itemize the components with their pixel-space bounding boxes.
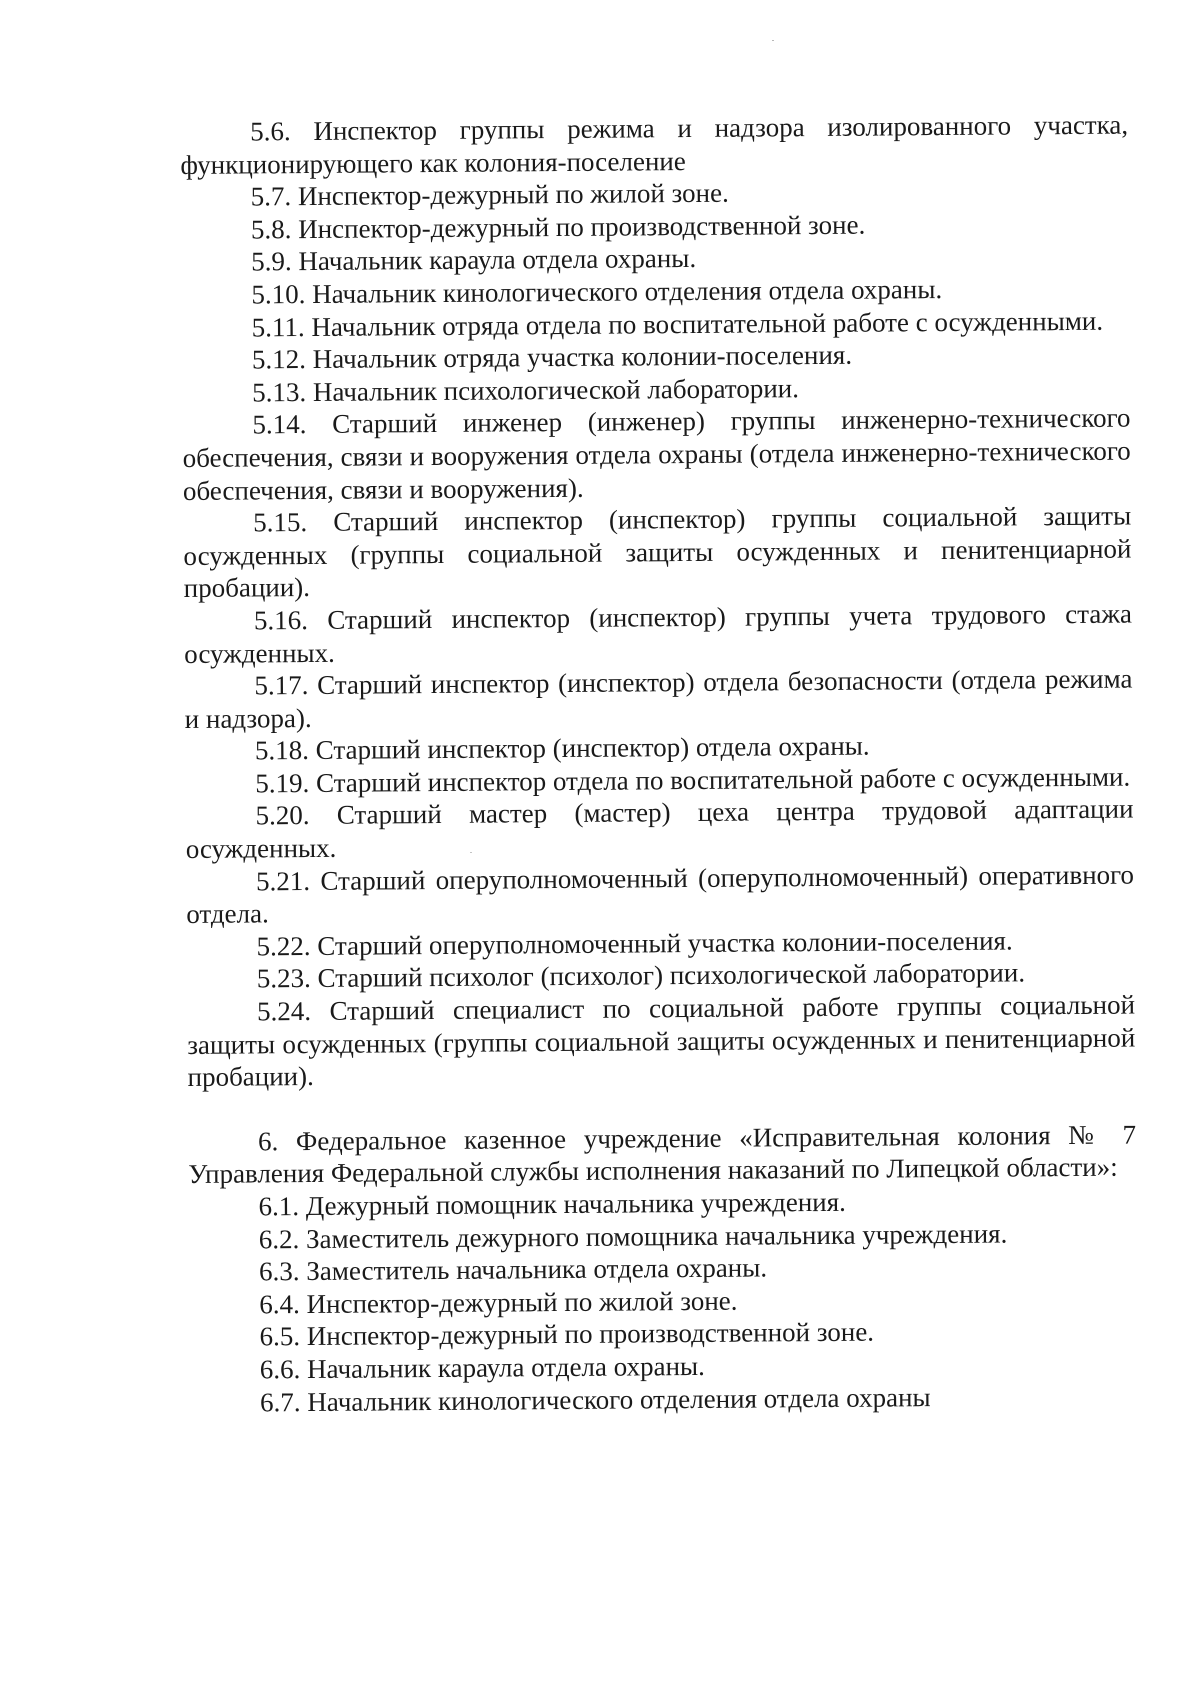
document-body [180, 109, 1138, 1420]
list-item: 5.22. Старший оперуполномоченный участка колонии-поселения. [256, 925, 1013, 962]
list-item: 5.15. Старший инспектор (инспектор) группы социальной защиты осужденных (группы социальной защиты осужденных и пенитенциарной пробации). [183, 500, 1132, 604]
list-item: 6.6. Начальник караула отдела охраны. [259, 1350, 705, 1385]
list-item: 5.16. Старший инспектор (инспектор) группы учета трудового стажа осужденных. [184, 598, 1133, 669]
list-item: 6.4. Инспектор-дежурный по жилой зоне. [259, 1285, 738, 1320]
list-item: 5.10. Начальник кинологического отделения отдела охраны. [251, 273, 943, 310]
list-item: 5.20. Старший мастер (мастер) цеха центра трудовой адаптации осужденных. [185, 794, 1134, 865]
list-item: 5.6. Инспектор группы режима и надзора изолированного участка, функционирующего как колония-поселение [180, 109, 1129, 180]
list-item: 6.2. Заместитель дежурного помощника начальника учреждения. [258, 1218, 1008, 1255]
list-item: 5.21. Старший оперуполномоченный (оперуполномоченный) оперативного отдела. [186, 859, 1135, 930]
list-item: 6.7. Начальник кинологического отделения отдела охраны [259, 1381, 931, 1417]
list-item: 5.19. Старший инспектор отдела по воспитательной работе с осужденными. [255, 761, 1131, 799]
list-item: 5.11. Начальник отряда отдела по воспитательной работе с осужденными. [251, 305, 1104, 343]
list-item: 5.13. Начальник психологической лаборатории. [252, 372, 800, 408]
section-heading: 6. Федеральное казенное учреждение «Исправительная колония № 7 Управления Федеральной службы исполнения наказаний по Липецкой области»: [188, 1119, 1137, 1190]
list-item: 6.1. Дежурный помощник начальника учреждения. [258, 1186, 846, 1222]
scan-artifact [772, 40, 774, 41]
list-item: 5.8. Инспектор-дежурный по производственной зоне. [250, 209, 866, 245]
list-item: 6.5. Инспектор-дежурный по производственной зоне. [259, 1316, 875, 1352]
list-item: 5.24. Старший специалист по социальной работе группы социальной защиты осужденных (группы социальной защиты осужденных и пенитенциарной пробации). [187, 989, 1136, 1093]
list-item: 6.3. Заместитель начальника отдела охраны. [258, 1252, 768, 1287]
list-item: 5.18. Старший инспектор (инспектор) отдела охраны. [254, 730, 870, 766]
list-item: 5.23. Старший психолог (психолог) психологической лаборатории. [256, 957, 1026, 994]
list-item: 5.17. Старший инспектор (инспектор) отдела безопасности (отдела режима и надзора). [184, 663, 1133, 734]
list-item: 5.14. Старший инженер (инженер) группы инженерно-технического обеспечения, связи и вооружения отдела охраны (отдела инженерно-технического обеспечения, связи и вооружения). [182, 402, 1131, 506]
list-item: 5.9. Начальник караула отдела охраны. [251, 243, 697, 277]
list-item: 5.7. Инспектор-дежурный по жилой зоне. [250, 177, 729, 212]
list-item: 5.12. Начальник отряда участка колонии-поселения. [251, 339, 853, 375]
